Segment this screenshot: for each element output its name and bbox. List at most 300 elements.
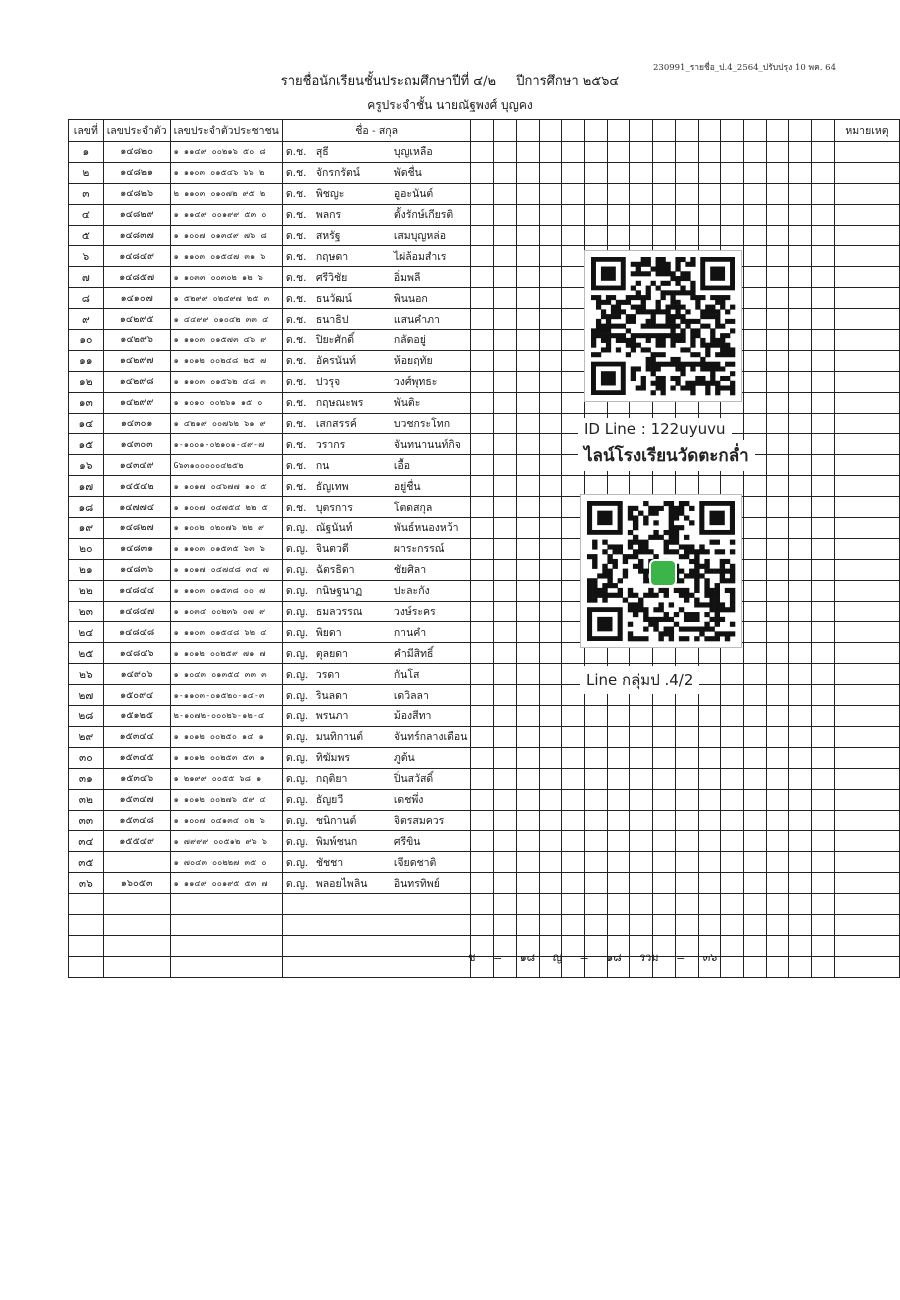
student-no: ๒๔ [69,622,104,643]
qr-module [607,573,612,578]
student-id: ๑๔๘๔๙ [103,246,170,267]
qr-module [591,328,596,333]
blank-cell [812,142,835,163]
qr-module [675,276,680,281]
blank-cell [630,706,653,727]
blank-cell [675,831,698,852]
qr-module [675,305,680,310]
blank-cell [539,768,562,789]
qr-module [730,540,735,545]
student-id: ๑๔๘๔๖ [103,643,170,664]
qr-module [611,305,616,310]
blank-cell [653,142,676,163]
student-id: ๑๔๘๒๐ [103,142,170,163]
qr-module [669,636,674,641]
blank-cell [585,914,608,935]
blank-cell [766,580,789,601]
citizen-id: ๑ ๑๐๐๗ ๐๔๑๓๔ ๐๒ ๖ [170,810,282,831]
qr-module [709,593,714,598]
qr-module [626,314,631,319]
student-row [69,810,900,831]
name-prefix: ด.ช. [285,271,307,284]
blank-cell [675,204,698,225]
first-name: บุตรการ [315,501,353,514]
student-row [69,559,900,580]
total-count: ๓๖ [702,951,718,964]
qr-module [710,338,715,343]
qr-module [664,627,669,632]
remark-cell [834,706,899,727]
student-name-cell [282,706,471,727]
student-row [69,434,900,455]
blank-cell [516,330,539,351]
qr-module [591,295,596,300]
blank-cell [812,622,835,643]
last-name: ผาระกรรณ์ [393,543,445,556]
qr-module [628,631,633,636]
qr-module [715,636,720,641]
qr-module [715,593,720,598]
blank-cell [516,455,539,476]
gender-summary [468,948,731,966]
first-name: กนิษฐนาฏ [315,585,363,598]
last-name: วงษ์ระคร [393,606,436,619]
qr-module [684,544,689,549]
qr-module [651,281,656,286]
citizen-id: ๑ ๒๑๙๙ ๐๐๕๕ ๖๘ ๑ [170,768,282,789]
student-row [69,246,900,267]
qr-module [699,602,704,607]
blank-cell [698,768,721,789]
qr-module [679,578,684,583]
student-name-cell [282,204,471,225]
qr-module [638,569,643,574]
qr-module [611,333,616,338]
qr-module [626,338,631,343]
qr-module [596,319,601,324]
qr-module [596,324,601,329]
last-name: ไผ่ล้อมสำเร [393,250,447,263]
qr-module [699,564,704,569]
blank-cell [516,622,539,643]
blank-cell [539,518,562,539]
qr-module [631,262,636,267]
qr-module [720,607,725,612]
qr-module [675,338,680,343]
blank-cell [766,685,789,706]
qr-module [651,314,656,319]
table-header-row [69,120,900,142]
name-prefix: ด.ช. [285,480,307,493]
blank-cell [516,162,539,183]
blank-cell [516,914,539,935]
citizen-id: ๑-๑๐๐๑-๐๒๑๐๑-๔๙-๗ [170,434,282,455]
qr-module [715,366,720,371]
blank-cell [744,747,767,768]
qr-module [661,390,666,395]
blank-cell [494,350,517,371]
blank-cell [471,622,494,643]
qr-module [710,376,715,381]
citizen-id: ๒ ๑๑๐๓ ๐๑๐๗๒ ๙๕ ๒ [170,183,282,204]
qr-module [665,324,670,329]
qr-module [730,362,735,367]
last-name: ชัยศิลา [393,564,427,577]
blank-cell [789,225,812,246]
qr-module [710,328,715,333]
name-prefix: ด.ช. [285,334,307,347]
qr-module [670,295,675,300]
qr-module [715,314,720,319]
student-no: ๒๖ [69,664,104,685]
qr-module [618,549,623,554]
qr-module [633,506,638,511]
blank-cell [766,601,789,622]
qr-module [646,338,651,343]
qr-module [705,366,710,371]
qr-module [704,593,709,598]
blank-cell [766,643,789,664]
blank-cell [789,789,812,810]
qr-module [694,559,699,564]
blank-cell [744,392,767,413]
qr-module [658,602,663,607]
name-prefix: ด.ญ. [285,731,309,744]
qr-module [601,300,606,305]
qr-module [621,333,626,338]
qr-module [685,347,690,352]
blank-cell [562,852,585,873]
blank-cell [789,204,812,225]
student-no: ๑๙ [69,518,104,539]
blank-cell [812,643,835,664]
blank-cell [471,706,494,727]
qr-module [656,309,661,314]
remark-cell [834,350,899,371]
qr-module [709,617,714,622]
qr-finder [597,617,612,631]
blank-cell [653,768,676,789]
qr-module [705,390,710,395]
blank-cell [471,726,494,747]
blank-cell [494,831,517,852]
qr-module [684,593,689,598]
qr-module [638,564,643,569]
qr-module [653,506,658,511]
qr-module [636,366,641,371]
remark-cell [834,768,899,789]
blank-cell [812,455,835,476]
qr-module [628,636,633,641]
blank-cell [471,643,494,664]
blank-cell [744,518,767,539]
blank-cell [744,831,767,852]
blank-cell [607,789,630,810]
blank-cell [698,706,721,727]
qr-module [725,343,730,348]
remark-cell [834,538,899,559]
qr-module [646,286,651,291]
qr-module [636,309,641,314]
qr-module [679,607,684,612]
remark-cell [834,873,899,894]
student-id: ๑๔๘๔๗ [103,601,170,622]
blank-cell [494,601,517,622]
blank-cell [471,142,494,163]
blank-cell [607,225,630,246]
qr-module [700,357,705,362]
qr-module [633,515,638,520]
blank-cell [516,601,539,622]
qr-module [613,544,618,549]
blank-cell [471,225,494,246]
qr-module [641,385,646,390]
blank-cell [562,288,585,309]
first-name: ศรีวิชัย [315,271,348,284]
last-name: ตั้งรักษ์เกียรติ [393,209,454,222]
remark-cell [834,831,899,852]
blank-cell [585,810,608,831]
blank-cell [789,497,812,518]
citizen-id: ๑-๑๑๐๓-๐๑๕๒๐-๑๔-๓ [170,685,282,706]
blank-cell [562,810,585,831]
student-name-cell [282,476,471,497]
qr-module [633,564,638,569]
blank-cell [675,225,698,246]
blank-cell [766,142,789,163]
citizen-id: ๑ ๑๐๐๗ ๐๔๗๕๔ ๒๒ ๕ [170,497,282,518]
qr-module [587,598,592,603]
group-line-qr-code [580,494,742,648]
qr-module [684,515,689,520]
qr-module [670,276,675,281]
qr-module [720,338,725,343]
citizen-id: ๑ ๑๑๐๓ ๐๑๕๓๕ ๖๓ ๖ [170,538,282,559]
qr-module [709,636,714,641]
student-name-cell [282,622,471,643]
qr-module [626,343,631,348]
remark-cell [834,330,899,351]
qr-module [680,271,685,276]
blank-col [812,120,835,142]
qr-module [710,295,715,300]
citizen-id: ๑ ๑๐๐๗ ๐๑๓๔๙ ๗๖ ๘ [170,225,282,246]
blank-cell [766,664,789,685]
citizen-id: ๑ ๑๑๔๙ ๐๐๒๑๖ ๕๐ ๘ [170,142,282,163]
first-name: ทิฆัมพร [315,752,351,765]
qr-module [592,564,597,569]
blank-cell [630,873,653,894]
qr-module [679,588,684,593]
remark-cell [834,518,899,539]
blank-cell [721,914,744,935]
qr-module [643,636,648,641]
qr-module [656,262,661,267]
qr-module [664,544,669,549]
qr-module [656,300,661,305]
student-name-cell [282,518,471,539]
blank-cell [585,873,608,894]
male-label: ช [468,951,476,964]
qr-module [715,338,720,343]
qr-module [651,362,656,367]
blank-cell [494,309,517,330]
qr-module [592,593,597,598]
citizen-id: ๑ ๑๑๐๓ ๐๑๕๔๖ ๖๖ ๒ [170,162,282,183]
qr-module [643,617,648,622]
student-row [69,685,900,706]
qr-module [658,506,663,511]
student-no: ๓๓ [69,810,104,831]
qr-module [669,602,674,607]
blank-cell [812,685,835,706]
student-no [69,956,104,977]
qr-module [690,381,695,386]
qr-module [661,385,666,390]
student-name-cell [282,434,471,455]
qr-module [705,309,710,314]
qr-module [641,295,646,300]
qr-module [704,588,709,593]
blank-cell [744,267,767,288]
remark-cell [834,204,899,225]
qr-module [656,385,661,390]
student-id: ๑๔๘๒๗ [103,518,170,539]
blank-cell [721,726,744,747]
qr-module [651,390,656,395]
remark-cell [834,497,899,518]
qr-module [680,276,685,281]
group-line-label: Line กลุ่มป .4/2 [580,666,699,694]
qr-module [656,338,661,343]
qr-module [656,257,661,262]
blank-cell [494,768,517,789]
qr-module [684,617,689,622]
qr-module [675,290,680,295]
first-name: กฤษดา [315,250,349,263]
blank-cell [471,873,494,894]
qr-module [715,319,720,324]
first-name: จินตวดี [315,543,349,556]
first-name: กฤษณะพร [315,397,364,410]
qr-module [601,338,606,343]
blank-cell [721,204,744,225]
qr-module [700,362,705,367]
blank-cell [744,852,767,873]
blank-cell [653,726,676,747]
citizen-id: ๑ ๑๐๓๔ ๐๐๒๓๖ ๐๗ ๙ [170,601,282,622]
name-prefix: ด.ญ. [285,668,309,681]
student-id [103,852,170,873]
citizen-id: ๑ ๗๐๔๓ ๐๐๒๒๗ ๓๕ ๐ [170,852,282,873]
qr-module [626,300,631,305]
blank-col [607,120,630,142]
remark-cell [834,601,899,622]
blank-cell [494,685,517,706]
qr-module [695,376,700,381]
blank-cell [744,956,767,977]
blank-cell [494,914,517,935]
blank-cell [812,371,835,392]
name-prefix: ด.ญ. [285,564,309,577]
qr-module [618,544,623,549]
qr-module [664,588,669,593]
blank-col [789,120,812,142]
blank-cell [471,497,494,518]
qr-module [601,333,606,338]
qr-module [621,300,626,305]
qr-module [730,607,735,612]
citizen-id [170,894,282,915]
blank-col [516,120,539,142]
qr-module [675,300,680,305]
blank-cell [698,183,721,204]
student-no: ๒๒ [69,580,104,601]
qr-module [661,271,666,276]
blank-cell [789,455,812,476]
blank-cell [766,747,789,768]
blank-cell [653,914,676,935]
qr-module [623,569,628,574]
student-id: ๑๔๘๔๘ [103,622,170,643]
student-id: ๑๔๘๕๗ [103,267,170,288]
blank-cell [698,747,721,768]
qr-module [694,569,699,574]
qr-module [597,588,602,593]
qr-module [709,607,714,612]
blank-cell [789,538,812,559]
qr-module [715,617,720,622]
blank-cell [675,789,698,810]
qr-module [646,357,651,362]
blank-cell [698,685,721,706]
blank-cell [539,622,562,643]
student-row [69,873,900,894]
qr-module [638,544,643,549]
blank-cell [516,747,539,768]
name-prefix: ด.ช. [285,355,307,368]
qr-module [602,593,607,598]
qr-module [628,530,633,535]
qr-module [636,281,641,286]
qr-module [684,554,689,559]
first-name: ณัฐนันท์ [315,522,353,535]
first-name: สุธี [315,146,329,159]
student-name-cell [282,956,471,977]
student-name-cell [282,643,471,664]
blank-cell [471,371,494,392]
qr-module [633,520,638,525]
qr-module [709,569,714,574]
blank-cell [516,810,539,831]
qr-module [616,300,621,305]
qr-module [664,617,669,622]
blank-cell [812,309,835,330]
blank-cell [494,726,517,747]
line-logo-icon [649,559,677,587]
student-row [69,142,900,163]
qr-module [690,352,695,357]
blank-cell [744,204,767,225]
student-row [69,580,900,601]
qr-module [715,569,720,574]
qr-module [680,333,685,338]
blank-cell [539,225,562,246]
blank-cell [744,643,767,664]
last-name: กลัดอยู่ [393,334,426,347]
student-name-cell [282,455,471,476]
qr-module [596,300,601,305]
